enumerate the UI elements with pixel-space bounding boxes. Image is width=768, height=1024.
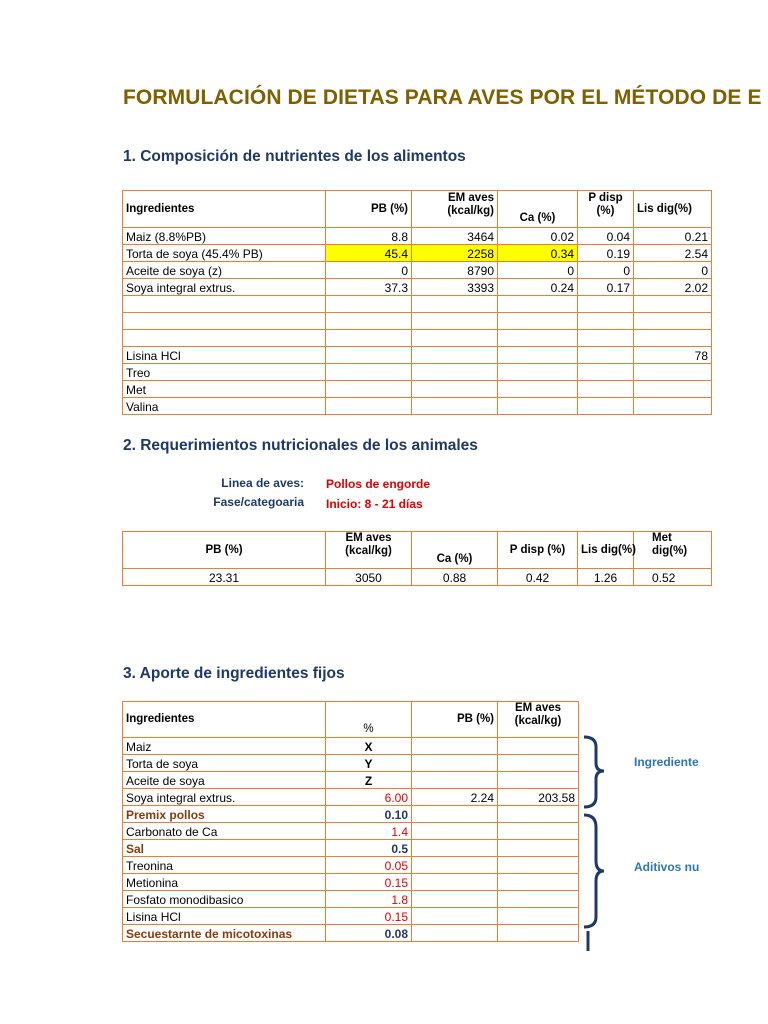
value-cell: [578, 330, 634, 347]
header-pb: PB (%): [326, 191, 412, 228]
phase-value: Inicio: 8 - 21 días: [326, 497, 423, 511]
value-cell: [412, 857, 498, 874]
percent-cell: 0.15: [326, 874, 412, 891]
percent-cell: 1.4: [326, 823, 412, 840]
value-cell: [498, 857, 579, 874]
value-cell: 0: [634, 262, 712, 279]
value-cell: [412, 772, 498, 789]
table-row: [123, 398, 712, 415]
ingredient-name-cell: Carbonato de Ca: [123, 823, 326, 840]
percent-cell: 0.05: [326, 857, 412, 874]
table-row: [123, 313, 712, 330]
percent-cell: X: [326, 738, 412, 755]
value-cell: 0.02: [498, 228, 578, 245]
table-row: [123, 908, 579, 925]
brace-ingredients: [584, 737, 604, 807]
table-row: [123, 381, 712, 398]
value-cell: [412, 823, 498, 840]
section3-heading: 3. Aporte de ingredientes fijos: [123, 665, 345, 682]
value-cell: [498, 755, 579, 772]
value-cell: [498, 738, 579, 755]
ingredient-name-cell: Maiz: [123, 738, 326, 755]
table-row: [123, 738, 579, 755]
table-row: [123, 857, 579, 874]
value-cell: 0.34: [498, 245, 578, 262]
value-cell: [326, 381, 412, 398]
ingredient-name-cell: [123, 296, 326, 313]
value-cell: [412, 908, 498, 925]
table-row: [123, 789, 579, 806]
header-em: EM aves (kcal/kg): [412, 191, 498, 228]
percent-cell: 6.00: [326, 789, 412, 806]
value-cell: [326, 313, 412, 330]
table-row: [123, 755, 579, 772]
ingredient-name-cell: Valina: [123, 398, 326, 415]
value-cell: [412, 381, 498, 398]
group-ingredientes-label: Ingrediente: [634, 755, 699, 769]
req-value-metdig: 0.52: [634, 569, 712, 586]
value-cell: [412, 806, 498, 823]
page-title: FORMULACIÓN DE DIETAS PARA AVES POR EL MÉTODO DE E: [123, 86, 762, 109]
value-cell: [578, 381, 634, 398]
value-cell: 0.04: [578, 228, 634, 245]
header-ca: Ca (%): [498, 191, 578, 228]
table-row: [123, 806, 579, 823]
value-cell: [498, 381, 578, 398]
ingredient-name-cell: Torta de soya (45.4% PB): [123, 245, 326, 262]
value-cell: [498, 313, 578, 330]
nutrient-composition-table: [122, 190, 712, 415]
value-cell: [498, 296, 578, 313]
fixed-ingredients-table: [122, 701, 579, 942]
value-cell: 8.8: [326, 228, 412, 245]
percent-cell: 0.15: [326, 908, 412, 925]
value-cell: [634, 364, 712, 381]
value-cell: 0.24: [498, 279, 578, 296]
ingredient-name-cell: Lisina HCl: [123, 347, 326, 364]
ingredient-name-cell: Metionina: [123, 874, 326, 891]
value-cell: [634, 296, 712, 313]
value-cell: [578, 398, 634, 415]
ingredient-name-cell: Aceite de soya: [123, 772, 326, 789]
table-row: [123, 823, 579, 840]
value-cell: 0.17: [578, 279, 634, 296]
ingredient-name-cell: Met: [123, 381, 326, 398]
value-cell: 203.58: [498, 789, 579, 806]
value-cell: [412, 313, 498, 330]
percent-cell: 0.08: [326, 925, 412, 942]
value-cell: [634, 330, 712, 347]
value-cell: 3393: [412, 279, 498, 296]
fix-header-pb: PB (%): [412, 702, 498, 738]
value-cell: [326, 364, 412, 381]
fix-header-em: EM aves (kcal/kg): [498, 702, 579, 738]
value-cell: [498, 806, 579, 823]
value-cell: [498, 874, 579, 891]
ingredient-name-cell: Sal: [123, 840, 326, 857]
table-row: [123, 925, 579, 942]
value-cell: [498, 891, 579, 908]
value-cell: [412, 891, 498, 908]
section1-heading: 1. Composición de nutrientes de los alimentos: [123, 148, 466, 165]
req-header-metdig: Met dig(%): [634, 532, 712, 569]
ingredient-name-cell: [123, 313, 326, 330]
value-cell: 2258: [412, 245, 498, 262]
value-cell: [634, 313, 712, 330]
ingredient-name-cell: Treo: [123, 364, 326, 381]
section2-heading: 2. Requerimientos nutricionales de los animales: [123, 437, 478, 454]
requirements-table: [122, 531, 712, 586]
value-cell: [498, 908, 579, 925]
value-cell: [412, 925, 498, 942]
value-cell: [412, 296, 498, 313]
ingredient-name-cell: Aceite de soya (z): [123, 262, 326, 279]
value-cell: 0: [326, 262, 412, 279]
phase-label: Fase/categoaria: [213, 495, 304, 509]
value-cell: [326, 296, 412, 313]
value-cell: 2.24: [412, 789, 498, 806]
value-cell: 2.02: [634, 279, 712, 296]
value-cell: [412, 398, 498, 415]
percent-cell: 1.8: [326, 891, 412, 908]
fix-header-ingredientes: Ingredientes: [123, 702, 326, 738]
ingredient-name-cell: Maiz (8.8%PB): [123, 228, 326, 245]
value-cell: [498, 347, 578, 364]
ingredient-name-cell: Soya integral extrus.: [123, 279, 326, 296]
value-cell: [326, 330, 412, 347]
req-header-ca: Ca (%): [412, 532, 498, 569]
value-cell: [412, 330, 498, 347]
table-row: [123, 364, 712, 381]
req-header-pb: PB (%): [123, 532, 326, 569]
value-cell: [578, 313, 634, 330]
table-row: [123, 245, 712, 262]
percent-cell: 0.10: [326, 806, 412, 823]
table-row: [123, 874, 579, 891]
header-lisdig: Lis dig(%): [634, 191, 712, 228]
value-cell: [412, 347, 498, 364]
ingredient-name-cell: Soya integral extrus.: [123, 789, 326, 806]
req-value-pdisp: 0.42: [498, 569, 578, 586]
value-cell: [498, 823, 579, 840]
value-cell: 0: [578, 262, 634, 279]
table-row: [123, 330, 712, 347]
value-cell: [412, 364, 498, 381]
value-cell: [498, 330, 578, 347]
ingredient-name-cell: Secuestarnte de micotoxinas: [123, 925, 326, 942]
ingredient-name-cell: Treonina: [123, 857, 326, 874]
value-cell: [412, 738, 498, 755]
value-cell: 2.54: [634, 245, 712, 262]
table-row: [123, 228, 712, 245]
table-header-row: [123, 191, 712, 228]
value-cell: 0.21: [634, 228, 712, 245]
table-row: [123, 772, 579, 789]
ingredient-name-cell: [123, 330, 326, 347]
value-cell: 0.19: [578, 245, 634, 262]
table-row: [123, 840, 579, 857]
req-value-em: 3050: [326, 569, 412, 586]
line-label: Linea de aves:: [221, 476, 304, 490]
group-aditivos-label: Aditivos nu: [634, 860, 700, 874]
value-cell: [634, 398, 712, 415]
value-cell: 0: [498, 262, 578, 279]
table-row: [123, 891, 579, 908]
req-value-pb: 23.31: [123, 569, 326, 586]
req-value-ca: 0.88: [412, 569, 498, 586]
value-cell: [326, 347, 412, 364]
value-cell: 45.4: [326, 245, 412, 262]
value-cell: [498, 925, 579, 942]
value-cell: [498, 840, 579, 857]
brace-group-markers: [578, 735, 608, 953]
value-cell: [578, 347, 634, 364]
percent-cell: Y: [326, 755, 412, 772]
value-cell: [326, 398, 412, 415]
req-value-lisdig: 1.26: [578, 569, 634, 586]
header-ingredientes: Ingredientes: [123, 191, 326, 228]
req-header-lisdig: Lis dig(%): [578, 532, 634, 569]
value-cell: 8790: [412, 262, 498, 279]
value-cell: 78: [634, 347, 712, 364]
ingredient-name-cell: Fosfato monodibasico: [123, 891, 326, 908]
value-cell: [578, 364, 634, 381]
req-header-em: EM aves (kcal/kg): [326, 532, 412, 569]
ingredient-name-cell: Premix pollos: [123, 806, 326, 823]
value-cell: [412, 874, 498, 891]
ingredient-name-cell: Torta de soya: [123, 755, 326, 772]
req-header-pdisp: P disp (%): [498, 532, 578, 569]
value-cell: [412, 840, 498, 857]
fix-header-pct: %: [326, 702, 412, 738]
brace-additives: [584, 815, 604, 927]
value-cell: [578, 296, 634, 313]
table-row: [123, 262, 712, 279]
value-cell: [412, 755, 498, 772]
value-cell: [498, 364, 578, 381]
value-cell: [498, 772, 579, 789]
table-row: [123, 347, 712, 364]
percent-cell: Z: [326, 772, 412, 789]
line-value: Pollos de engorde: [326, 477, 431, 491]
value-cell: [634, 381, 712, 398]
header-pdisp: P disp (%): [578, 191, 634, 228]
percent-cell: 0.5: [326, 840, 412, 857]
ingredient-name-cell: Lisina HCl: [123, 908, 326, 925]
value-cell: 3464: [412, 228, 498, 245]
table-row: [123, 279, 712, 296]
value-cell: 37.3: [326, 279, 412, 296]
table-row: [123, 296, 712, 313]
value-cell: [498, 398, 578, 415]
